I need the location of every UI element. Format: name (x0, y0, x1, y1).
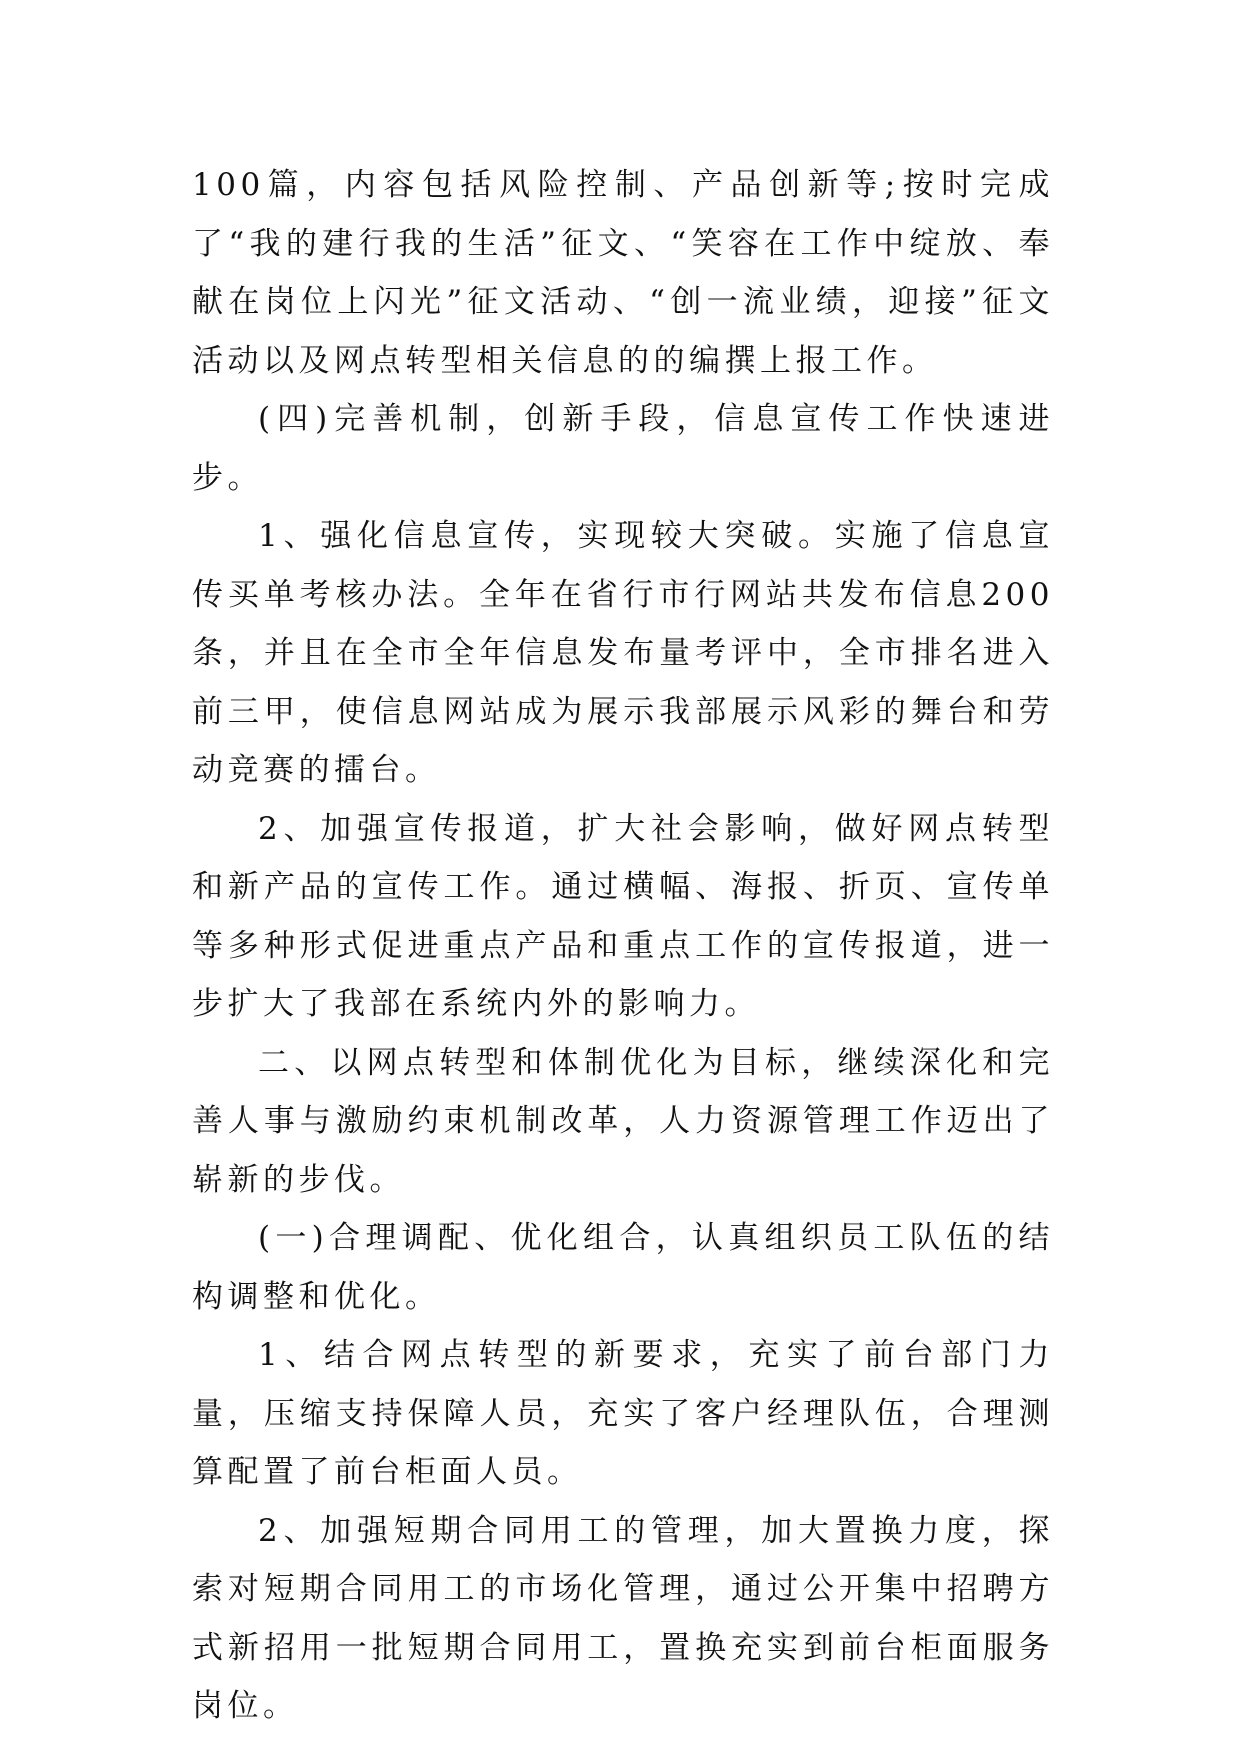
paragraph-1: 100篇，内容包括风险控制、产品创新等;按时完成了“我的建行我的生活”征文、“笑容在工作中绽放、奉献在岗位上闪光”征文活动、“创一流业绩，迎接”征文活动以及网点转型相关信息的的编撰上报工作。 (192, 167, 1054, 379)
section-heading-2-1: (一)合理调配、优化组合，认真组织员工队伍的结构调整和优化。 (192, 1220, 1054, 1315)
paragraph-publicity-reporting: 2、加强宣传报道，扩大社会影响，做好网点转型和新产品的宣传工作。通过横幅、海报、折页、宣传单等多种形式促进重点产品和重点工作的宣传报道，进一步扩大了我部在系统内外的影响力。 (192, 810, 1054, 1022)
paragraph-staff-allocation: 1、结合网点转型的新要求，充实了前台部门力量，压缩支持保障人员，充实了客户经理队伍，合理测算配置了前台柜面人员。 (192, 1337, 1054, 1490)
section-heading-4: (四)完善机制，创新手段，信息宣传工作快速进步。 (192, 401, 1054, 496)
paragraph-contract-staff: 2、加强短期合同用工的管理，加大置换力度，探索对短期合同用工的市场化管理，通过公开集中招聘方式新招用一批短期合同用工，置换充实到前台柜面服务岗位。 (192, 1512, 1054, 1724)
document-body (192, 156, 1054, 1736)
paragraph-info-promotion: 1、强化信息宣传，实现较大突破。实施了信息宣传买单考核办法。全年在省行市行网站共发布信息200条，并且在全市全年信息发布量考评中，全市排名进入前三甲，使信息网站成为展示我部展示风彩的舞台和劳动竞赛的擂台。 (192, 518, 1054, 788)
section-heading-2: 二、以网点转型和体制优化为目标，继续深化和完善人事与激励约束机制改革，人力资源管理工作迈出了崭新的步伐。 (192, 1044, 1054, 1198)
